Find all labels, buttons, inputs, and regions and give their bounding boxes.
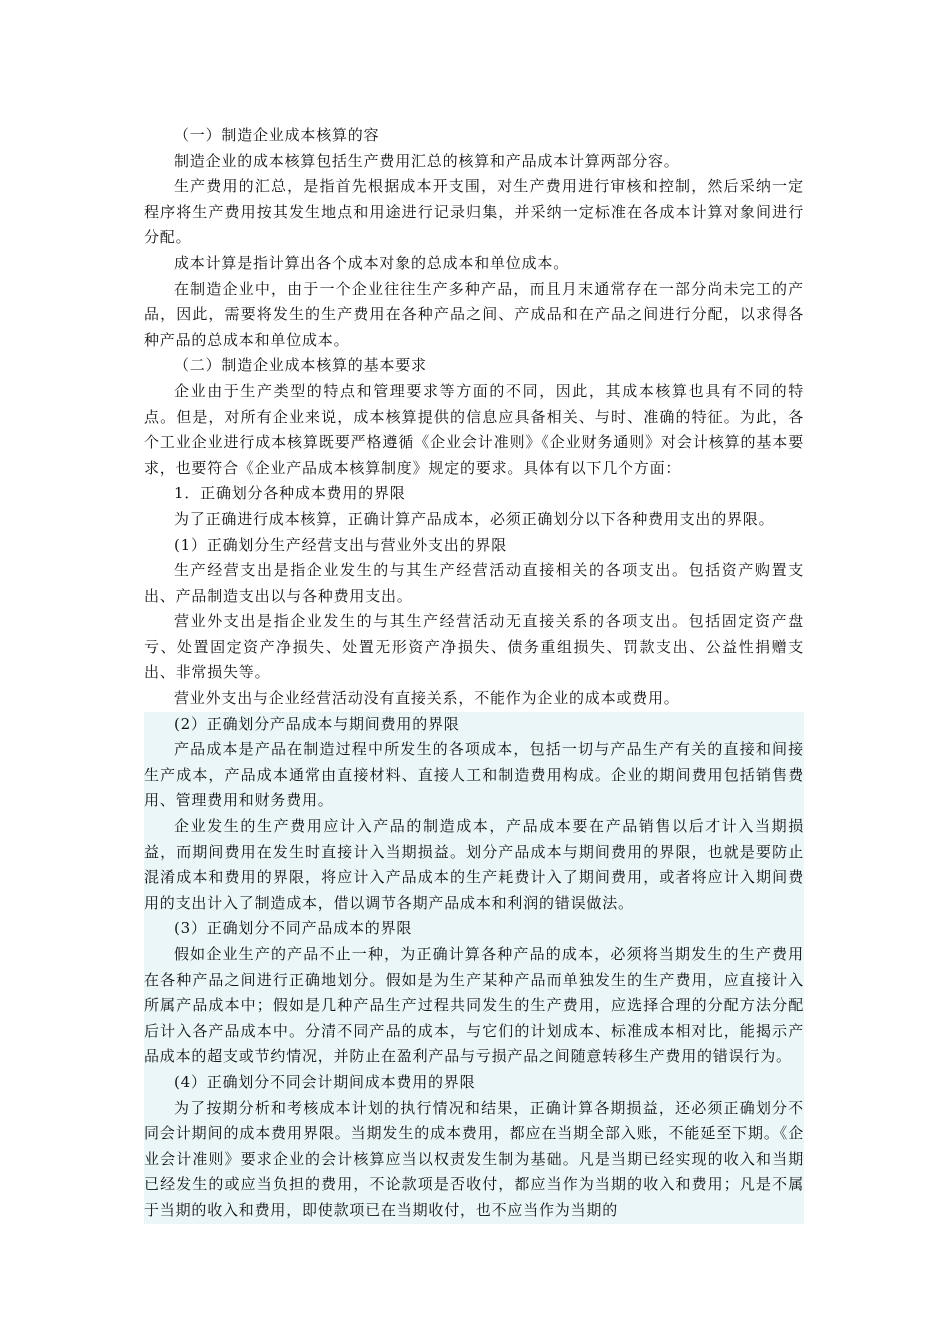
document-body xyxy=(144,123,804,1224)
paragraph: 为了按期分析和考核成本计划的执行情况和结果，正确计算各期损益，还必须正确划分不同会计期间的成本费用界限。当期发生的成本费用，都应在当期全部入账，不能延至下期。《企业会计准则》要求企业的会计核算应当以权责发生制为基础。凡是当期已经实现的收入和当期已经发生的或应当负担的费用，不论款项是否收付，都应当作为当期的收入和费用；凡是不属于当期的收入和费用，即使款项已在当期收付，也不应当作为当期的 xyxy=(144,1098,804,1219)
highlighted-section xyxy=(144,712,804,1224)
paragraph: 产品成本是产品在制造过程中所发生的各项成本，包括一切与产品生产有关的直接和间接生产成本，产品成本通常由直接材料、直接人工和制造费用构成。企业的期间费用包括销售费用、管理费用和财务费用。 xyxy=(144,740,804,810)
paragraph: 生产经营支出是指企业发生的与其生产经营活动直接相关的各项支出。包括资产购置支出、产品制造支出以与各种费用支出。 xyxy=(144,561,804,605)
subheading-1-3: (3）正确划分不同产品成本的界限 xyxy=(174,919,413,938)
subheading-1: 1．正确划分各种成本费用的界限 xyxy=(174,484,406,503)
paragraph: 营业外支出与企业经营活动没有直接关系，不能作为企业的成本或费用。 xyxy=(174,689,680,708)
paragraph: 在制造企业中，由于一个企业往往生产多种产品，而且月末通常存在一部分尚未完工的产品，因此，需要将发生的生产费用在各种产品之间、产成品和在产品之间进行分配，以求得各种产品的总成本和单位成本。 xyxy=(144,279,804,349)
subheading-1-1: (1）正确划分生产经营支出与营业外支出的界限 xyxy=(174,535,507,554)
section-heading-1: （一）制造企业成本核算的容 xyxy=(174,126,380,144)
paragraph: 为了正确进行成本核算，正确计算产品成本，必须正确划分以下各种费用支出的界限。 xyxy=(174,509,775,528)
subheading-1-4: (4）正确划分不同会计期间成本费用的界限 xyxy=(174,1072,476,1091)
paragraph: 营业外支出是指企业发生的与其生产经营活动无直接关系的各项支出。包括固定资产盘亏、处置固定资产净损失、处置无形资产净损失、债务重组损失、罚款支出、公益性捐赠支出、非常损失等。 xyxy=(144,612,804,682)
paragraph: 成本计算是指计算出各个成本对象的总成本和单位成本。 xyxy=(174,253,570,272)
paragraph: 假如企业生产的产品不止一种，为正确计算各种产品的成本，必须将当期发生的生产费用在各种产品之间进行正确地划分。假如是为生产某种产品而单独发生的生产费用，应直接计入所属产品成本中；假如是几种产品生产过程共同发生的生产费用，应选择合理的分配方法分配后计入各产品成本中。分清不同产品的成本，与它们的计划成本、标准成本相对比，能揭示产品成本的超支或节约情况，并防止在盈利产品与亏损产品之间随意转移生产费用的错误行为。 xyxy=(144,945,804,1066)
paragraph: 制造企业的成本核算包括生产费用汇总的核算和产品成本计算两部分容。 xyxy=(174,151,680,170)
section-heading-2: （二）制造企业成本核算的基本要求 xyxy=(174,356,427,375)
paragraph: 生产费用的汇总，是指首先根据成本开支围，对生产费用进行审核和控制，然后采纳一定程序将生产费用按其发生地点和用途进行记录归集，并采纳一定标准在各成本计算对象间进行分配。 xyxy=(144,177,804,247)
paragraph: 企业发生的生产费用应计入产品的制造成本，产品成本要在产品销售以后才计入当期损益，而期间费用在发生时直接计入当期损益。划分产品成本与期间费用的界限，也就是要防止混淆成本和费用的界限，将应计入产品成本的生产耗费计入了期间费用，或者将应计入期间费用的支出计入了制造成本，借以调节各期产品成本和利润的错误做法。 xyxy=(144,817,804,912)
subheading-1-2: (2）正确划分产品成本与期间费用的界限 xyxy=(174,714,460,733)
paragraph: 企业由于生产类型的特点和管理要求等方面的不同，因此，其成本核算也具有不同的特点。但是，对所有企业来说，成本核算提供的信息应具备相关、与时、准确的特征。为此，各个工业企业进行成本核算既要严格遵循《企业会计准则》《企业财务通则》对会计核算的基本要求，也要符合《企业产品成本核算制度》规定的要求。具体有以下几个方面： xyxy=(144,381,804,477)
